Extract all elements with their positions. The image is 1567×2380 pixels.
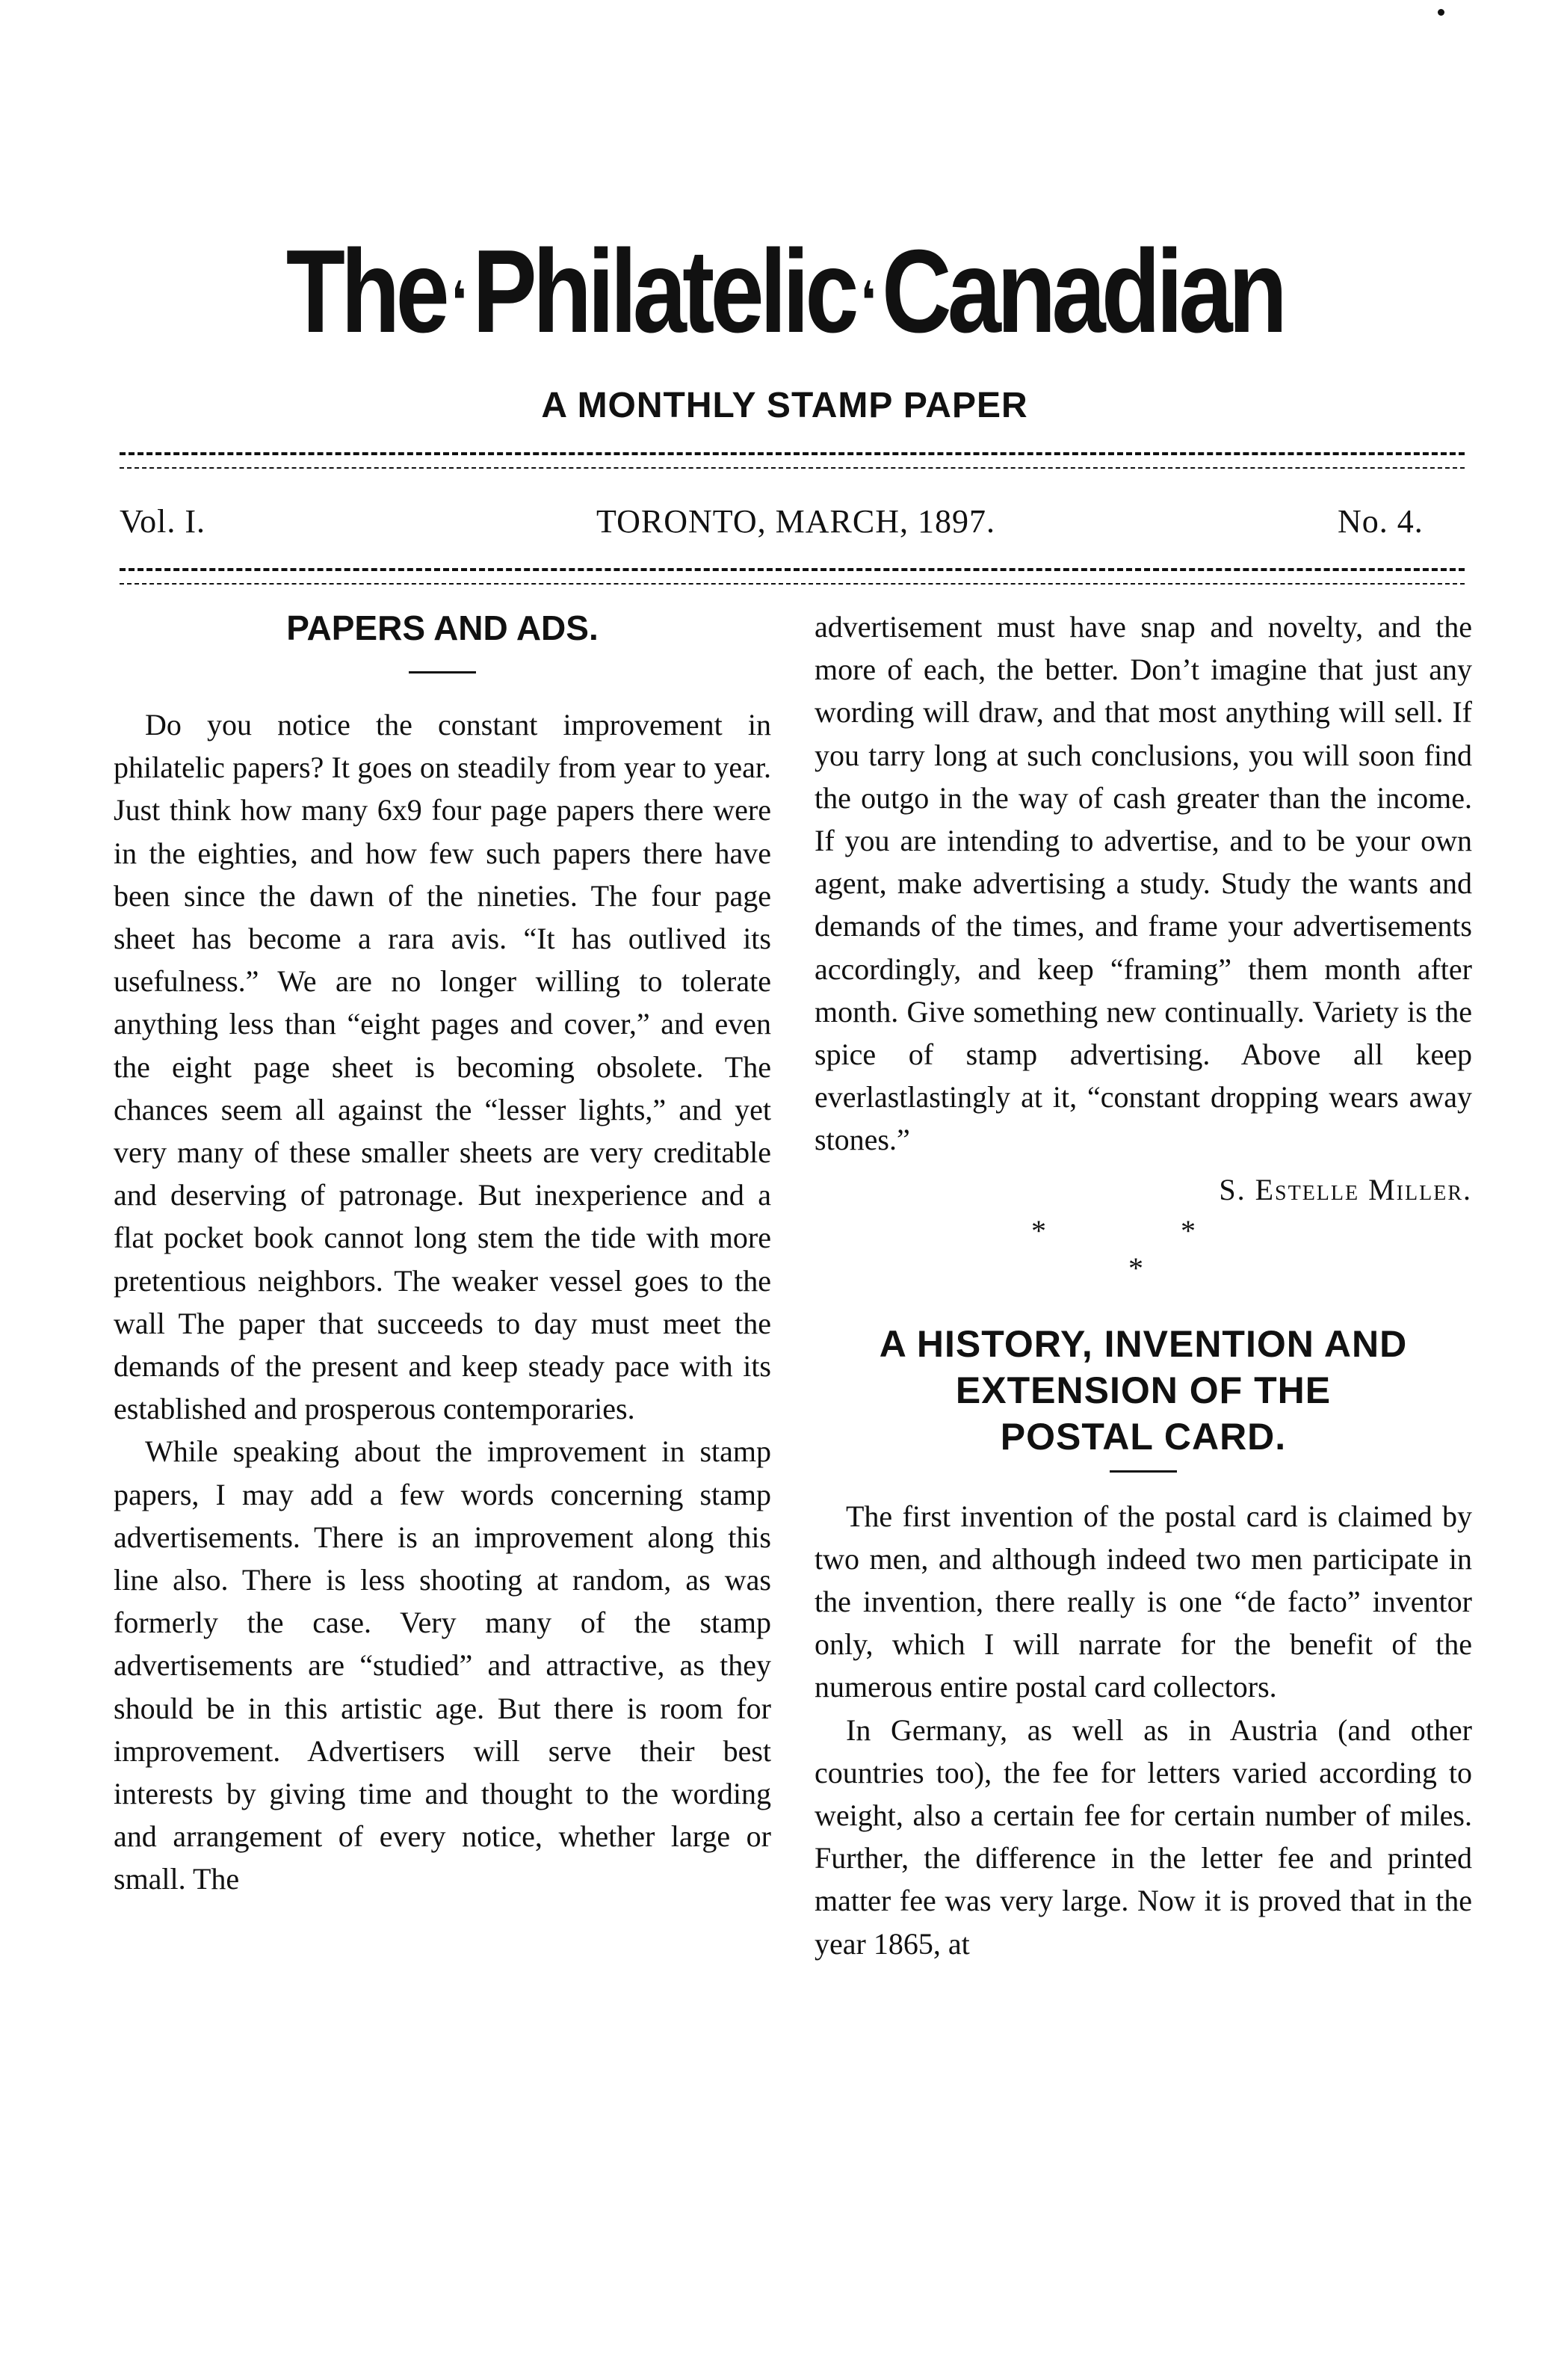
ornament-icon: ❛ [451,271,467,330]
dateline-divider-thin [120,583,1465,585]
masthead-word-philatelic: Philatelic [472,226,855,357]
masthead-title [233,217,1336,375]
title-rule [1110,1470,1177,1473]
masthead-subtitle: A MONTHLY STAMP PAPER [541,386,1028,425]
asterisk: * [1128,1251,1143,1285]
section-separator [815,1213,1472,1303]
article-paragraph: The first invention of the postal card is claimed by two men, and although indeed two men participate in the invention, there really is one “de facto” inventor only, which I will narrate for the benefit of the numerous entire postal card collectors. [815,1499,1472,1704]
top-divider-thin [120,467,1465,469]
article-title-line: A HISTORY, INVENTION AND [879,1322,1408,1365]
dateline-divider [120,568,1465,571]
asterisk: * [1031,1213,1046,1248]
ornament-icon: ❛ [860,271,876,330]
masthead-word-canadian: Canadian [881,226,1284,357]
asterisk: * [1181,1213,1196,1248]
author-signature: S. Estelle Miller. [1219,1172,1472,1206]
top-divider [120,452,1465,455]
issue-number-label: No. 4. [1338,503,1424,540]
article-title [815,1321,1472,1460]
ink-speck [1438,9,1444,16]
title-rule [409,671,476,673]
right-column [815,605,1472,1965]
article-paragraph-continued: advertisement must have snap and novelty, and the more of each, the better. Don’t imagine that just any wording will draw, and that most anything will sell. If you tarry long at such conclusions, you will soon find the outgo in the way of cash greater than the income. If you are intending to advertise, and to be your own agent, make advertising a study. Study the wants and demands of the times, and frame your advertisements accordingly, and keep “framing” them month after month. Give something new continually. Variety is the spice of stamp advertising. Above all keep everlastlastingly at it, “constant dropping wears away stones.” [815,610,1472,1157]
article-paragraph: While speaking about the improvement in stamp papers, I may add a few words concerning stamp advertisements. There is an improvement along this line also. There is less shooting at random, as was formerly the case. Very many of the stamp advertisements are “studied” and attractive, as they should be in this artistic age. But there is room for improvement. Advertisers will serve their best interests by giving time and thought to the wording and arrangement of every notice, whether large or small. The [114,1434,771,1896]
article-paragraph: Do you notice the constant improvement in philatelic papers? It goes on steadily from year to year. Just think how many 6x9 four page papers there were in the eighties, and how few such papers there have been since the dawn of the nineties. The four page sheet has become a rara avis. “It has outlived its usefulness.” We are no longer willing to tolerate anything less than “eight pages and cover,” and even the eight page sheet is becoming obsolete. The chances seem all against the “lesser lights,” and yet very many of these smaller sheets are very creditable and deserving of patronage. But inexperience and a flat pocket book cannot long stem the tide with more pretentious neighbors. The weaker vessel goes to the wall The paper that succeeds to day must meet the demands of the present and keep steady pace with its established and prosperous contemporaries. [114,708,771,1426]
article-paragraph: In Germany, as well as in Austria (and other countries too), the fee for letters varied according to weight, also a certain fee for certain number of miles. Further, the difference in the letter fee and printed matter fee was very large. Now it is proved that in the year 1865, at [815,1712,1472,1961]
article-title-line: EXTENSION OF THE [955,1369,1332,1411]
masthead-word-the: The [285,226,445,357]
article-title: PAPERS AND ADS. [286,608,599,647]
left-column [114,605,771,1901]
volume-label: Vol. I. [120,503,205,540]
place-date-label: TORONTO, MARCH, 1897. [596,503,995,540]
article-title-line: POSTAL CARD. [1000,1415,1287,1458]
